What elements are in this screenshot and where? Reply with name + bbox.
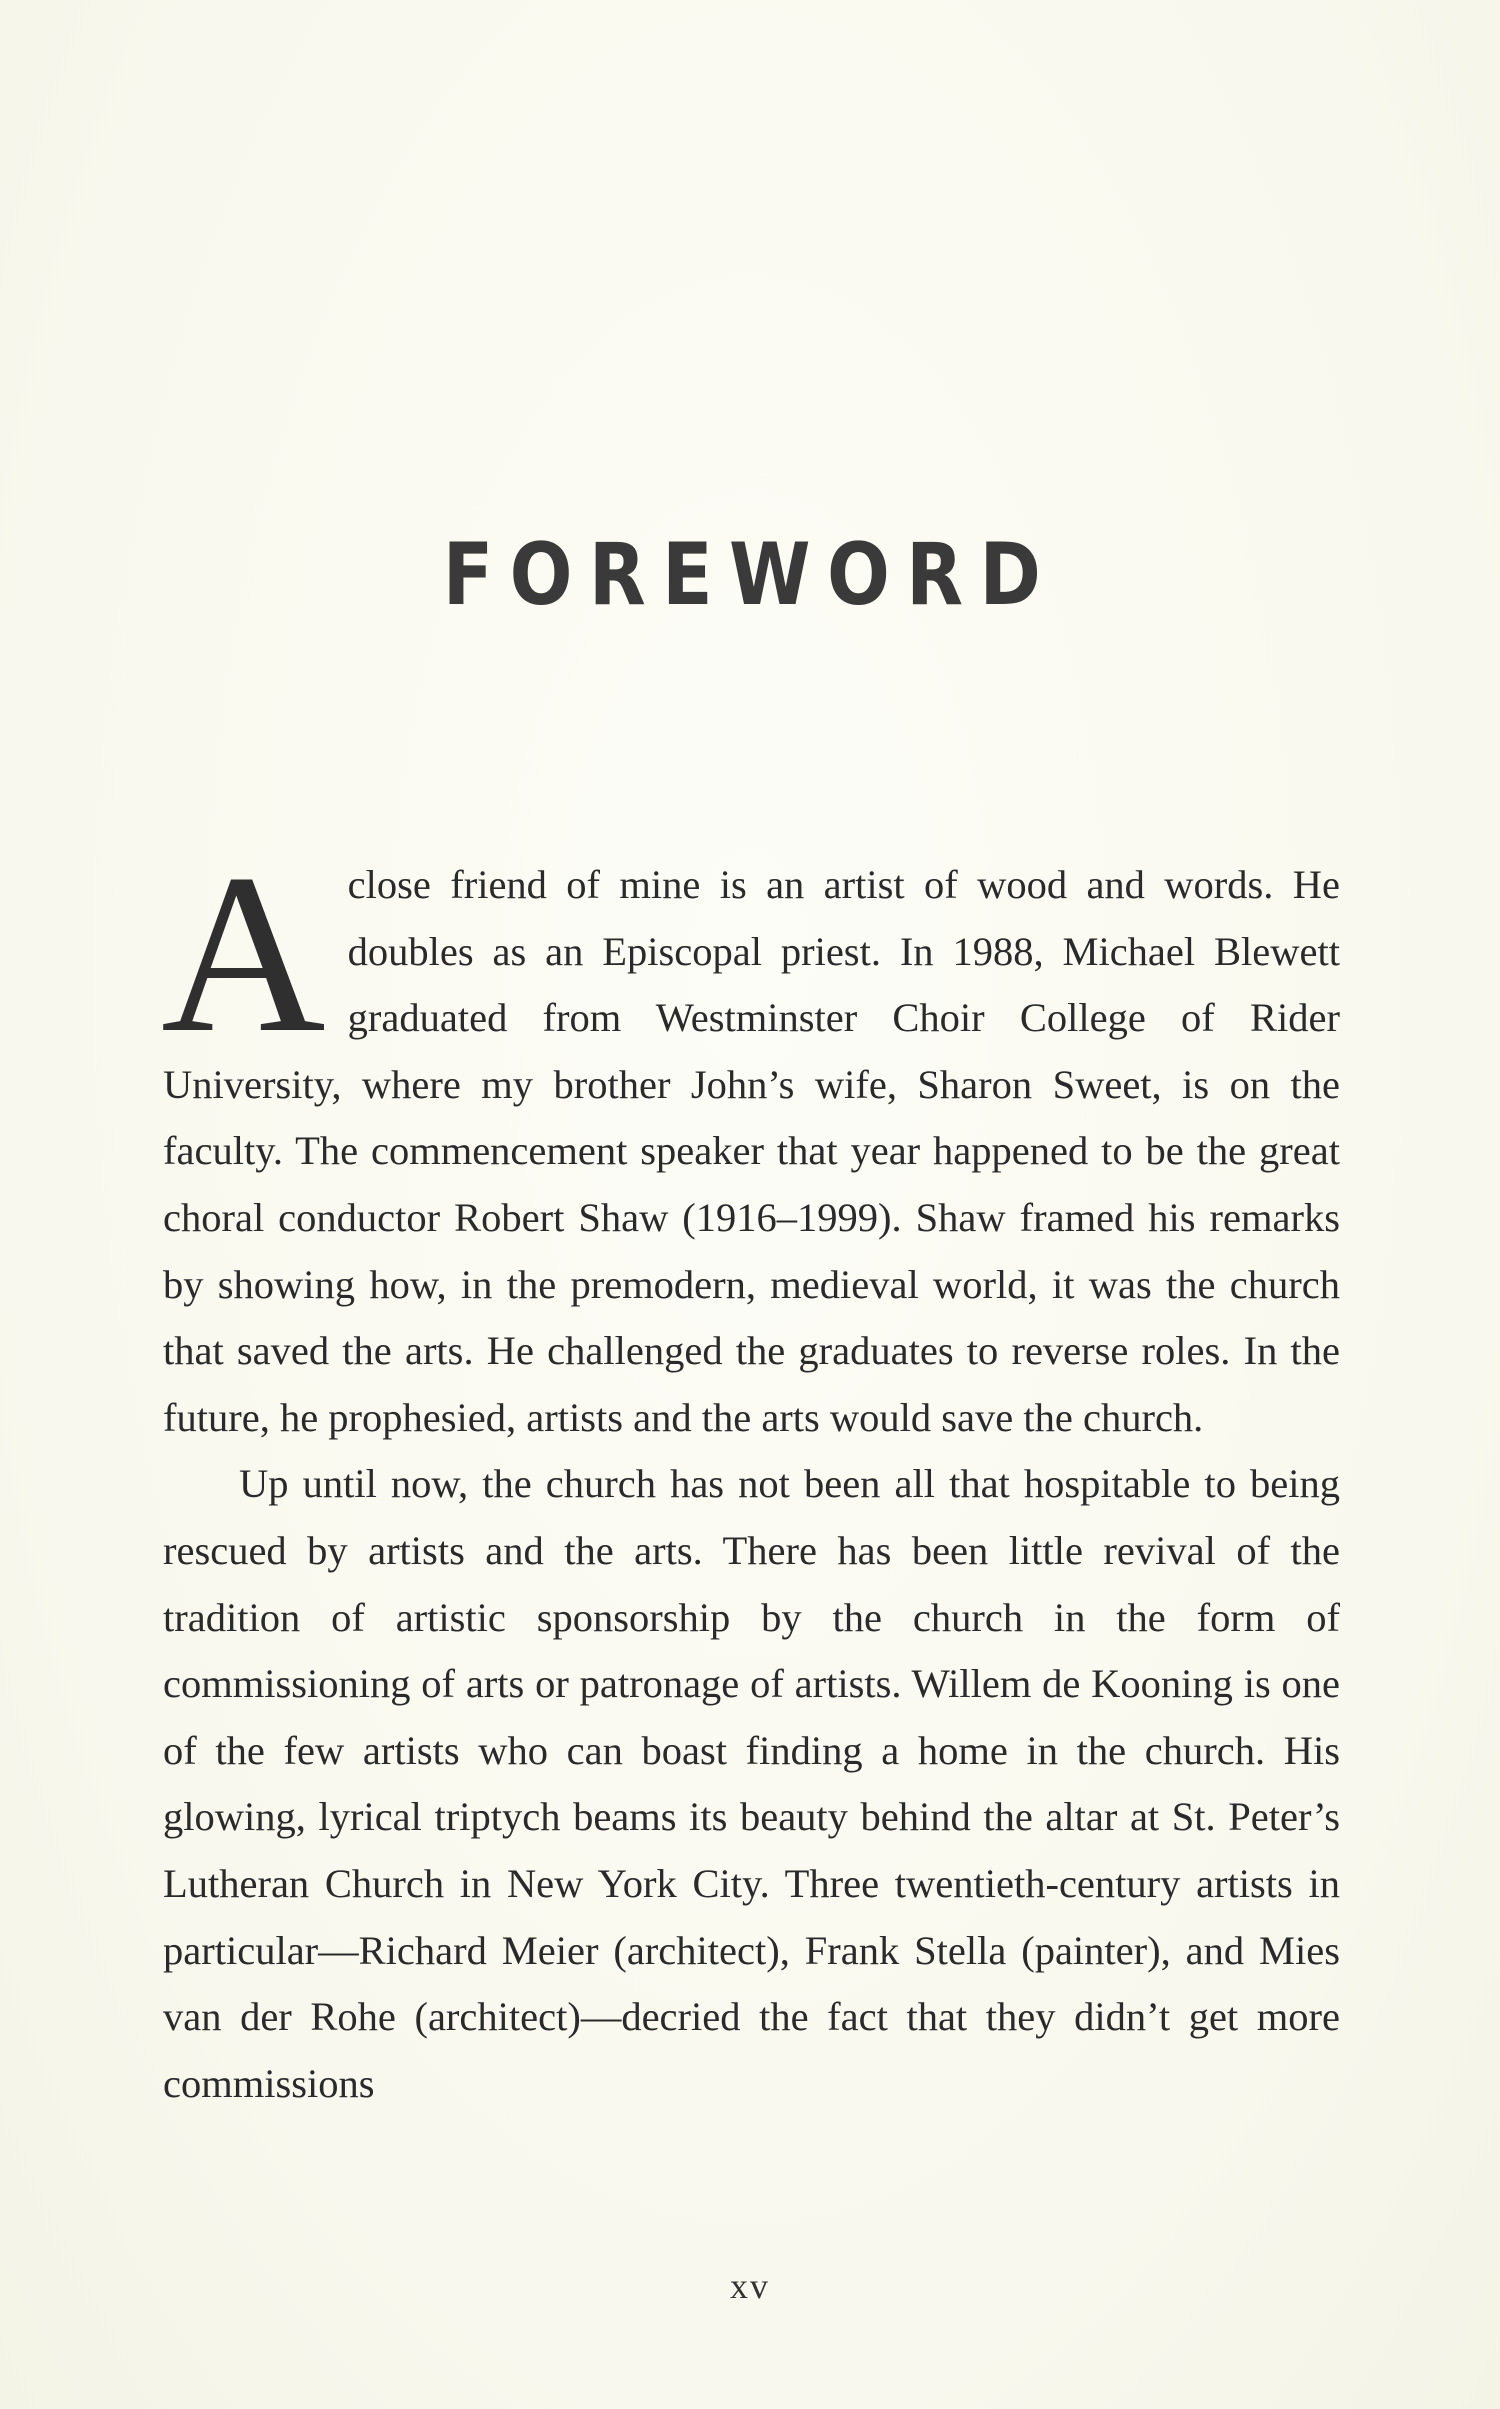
body-text [161, 828, 1340, 2117]
paragraph-1 [161, 828, 1340, 1451]
drop-cap: A [161, 828, 326, 1080]
paragraph-1-text: close friend of mine is an artist of wood and words. He doubles as an Episcopal priest. In 1988, Michael Blewett graduated from Westminster Choir College of Rider University, where my brother John’s wife, Sharon Sweet, is on the faculty. The commencement speaker that year happened to be the great choral conductor Robert Shaw (1916–1999). Shaw framed his remarks by showing how, in the premodern, medieval world, it was the church that saved the arts. He challenged the graduates to reverse roles. In the future, he prophesied, artists and the arts would save the church. [163, 862, 1340, 1440]
chapter-title: FOREWORD [442, 525, 1058, 625]
page-number: xv [730, 2266, 770, 2306]
paragraph-2: Up until now, the church has not been all that hospitable to being rescued by artists and the arts. There has been little revival of the tradition of artistic sponsorship by the church in the form of commissioning of arts or patronage of artists. Willem de Kooning is one of the few artists who can boast finding a home in the church. His glowing, lyrical triptych beams its beauty behind the altar at St. Peter’s Lutheran Church in New York City. Three twentieth-century artists in particular—Richard Meier (architect), Frank Stella (painter), and Mies van der Rohe (architect)—decried the fact that they didn’t get more commissions [163, 1461, 1340, 2106]
